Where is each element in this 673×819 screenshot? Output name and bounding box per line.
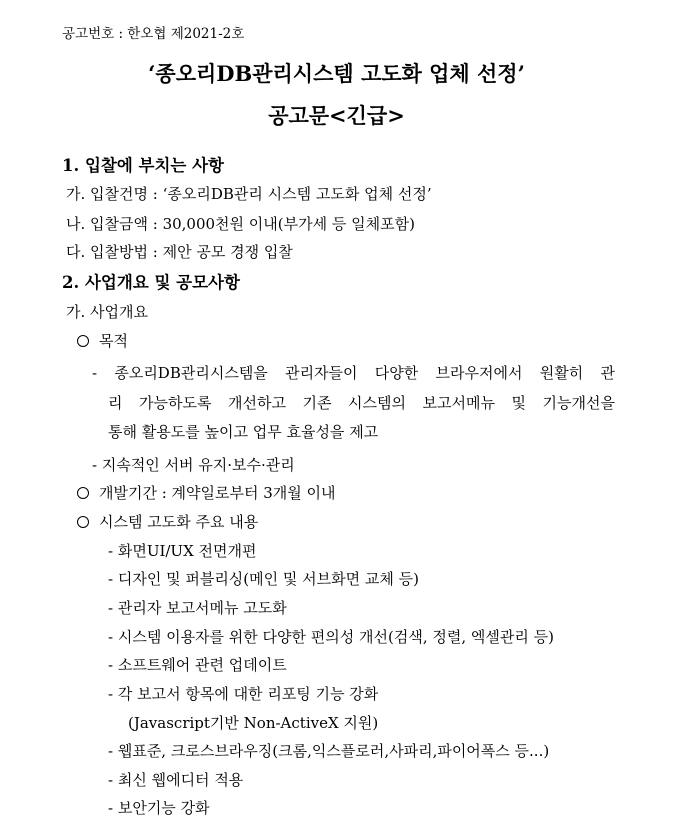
- purpose-line: - 지속적인 서버 유지·보수·관리: [92, 456, 295, 474]
- purpose-item: [77, 330, 128, 351]
- list-item: - 화면UI/UX 전면개편: [108, 542, 257, 560]
- list-item: - 소프트웨어 관련 업데이트: [108, 656, 287, 674]
- list-item: - 웹표준, 크로스브라우징(크롬,익스플로러,사파리,파이어폭스 등...): [108, 742, 550, 760]
- content-label: 시스템 고도화 주요 내용: [99, 513, 259, 531]
- period-item: [77, 482, 336, 503]
- subsection-heading: 가. 사업개요: [66, 303, 148, 321]
- purpose-line: - 종오리DB관리시스템을 관리자들이 다양한 브라우저에서 원활히 관: [92, 364, 615, 382]
- list-item: 가. 입찰건명 : ‘종오리DB관리 시스템 고도화 업체 선정’: [66, 185, 432, 203]
- page-subtitle: 공고문<긴급>: [268, 103, 405, 128]
- list-item: - 디자인 및 퍼블리싱(메인 및 서브화면 교체 등): [108, 570, 419, 588]
- list-item-continuation: (Javascript기반 Non-ActiveX 지원): [128, 714, 379, 732]
- list-item: - 보안기능 강화: [108, 799, 210, 817]
- purpose-label: 목적: [99, 332, 128, 350]
- list-item: - 관리자 보고서메뉴 고도화: [108, 599, 287, 617]
- list-item: 다. 입찰방법 : 제안 공모 경쟁 입찰: [66, 243, 293, 261]
- list-item: - 최신 웹에디터 적용: [108, 771, 244, 789]
- content-item: [77, 511, 258, 532]
- section1-heading: 1. 입찰에 부치는 사항: [62, 156, 224, 175]
- list-item: 나. 입찰금액 : 30,000천원 이내(부가세 등 일체포함): [66, 215, 415, 233]
- circle-bullet-icon: [77, 335, 89, 347]
- page-title: ‘종오리DB관리시스템 고도화 업체 선정’: [148, 61, 525, 86]
- circle-bullet-icon: [77, 516, 89, 528]
- purpose-line: 리 가능하도록 개선하고 기존 시스템의 보고서메뉴 및 기능개선을: [108, 394, 615, 412]
- purpose-line: 통해 활용도를 높이고 업무 효율성을 제고: [108, 423, 379, 441]
- list-item: - 시스템 이용자를 위한 다양한 편의성 개선(검색, 정렬, 엑셀관리 등): [108, 628, 554, 646]
- list-item: - 각 보고서 항목에 대한 리포팅 기능 강화: [108, 685, 379, 703]
- circle-bullet-icon: [77, 487, 89, 499]
- announcement-number: 공고번호 : 한오협 제2021-2호: [62, 26, 245, 42]
- section2-heading: 2. 사업개요 및 공모사항: [62, 273, 240, 292]
- period-text: 개발기간 : 계약일로부터 3개월 이내: [99, 484, 336, 502]
